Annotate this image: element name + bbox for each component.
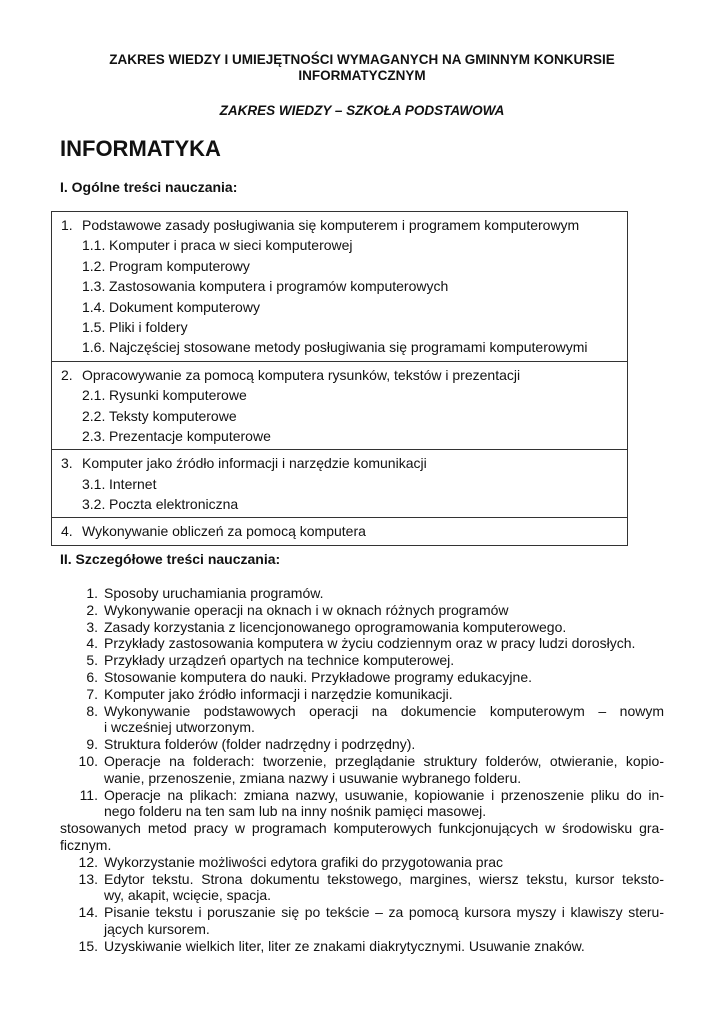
detail-list-line <box>60 803 664 820</box>
detail-list-line <box>60 837 664 854</box>
topic-number: 2. <box>61 366 73 383</box>
topic-number: 1. <box>61 217 73 233</box>
detail-list-line <box>60 770 664 787</box>
detail-item-number: 13. <box>78 870 98 887</box>
topic-row <box>52 365 627 385</box>
subtopic-text: Poczta elektroniczna <box>109 496 239 513</box>
topic-title: Podstawowe zasady posługiwania się komputerem i programem komputerowym <box>82 217 580 233</box>
detail-item-text: wanie, przenoszenie, zmiana nazwy i usuwanie wybranego folderu. <box>104 769 522 786</box>
detail-item-text: Edytor tekstu. Strona dokumentu tekstowego, margines, wiersz tekstu, kursor teksto- <box>104 870 664 887</box>
subtopic-text: Komputer i praca w sieci komputerowej <box>109 237 353 254</box>
detail-item-number: 12. <box>78 853 98 870</box>
detail-item-text: Wykorzystanie możliwości edytora grafiki do przygotowania prac <box>104 853 504 870</box>
document-title-line-1: ZAKRES WIEDZY I UMIEJĘTNOŚCI WYMAGANYCH NA GMINNYM KONKURSIE <box>109 52 615 67</box>
subtopic-text: Prezentacje komputerowe <box>109 427 271 444</box>
detail-item-text: jących kursorem. <box>104 920 210 937</box>
subtopic-number: 1.3. <box>82 278 106 295</box>
detail-item-text: Przykłady urządzeń opartych na technice komputerowej. <box>104 652 455 669</box>
detail-item-text: Operacje na folderach: tworzenie, przeglądanie struktury folderów, otwieranie, kopio- <box>104 752 664 769</box>
subtopic-row <box>52 256 627 276</box>
subtopic-number: 1.5. <box>82 318 106 335</box>
subtopic-number: 2.3. <box>82 427 106 444</box>
detail-list-line <box>60 921 664 938</box>
detail-item-text: Przykłady zastosowania komputera w życiu codziennym oraz w pracy ludzi dorosłych. <box>104 635 636 652</box>
subtopic-number: 1.1. <box>82 237 106 254</box>
subtopic-text: Rysunki komputerowe <box>109 387 247 404</box>
subtopic-text: Pliki i foldery <box>109 318 188 335</box>
subtopic-row <box>52 426 627 446</box>
detail-item-number: 10. <box>78 752 98 769</box>
subtopic-text: Teksty komputerowe <box>109 407 237 424</box>
detail-item-number: 6. <box>86 668 98 685</box>
detail-list-line <box>60 753 664 770</box>
subtopic-text: Zastosowania komputera i programów komputerowych <box>109 278 449 295</box>
detail-item-text: Pisanie tekstu i poruszanie się po tekście – za pomocą kursora myszy i klawiszy steru- <box>104 904 664 921</box>
subtopic-text: Dokument komputerowy <box>109 298 260 315</box>
topic-row <box>52 215 627 235</box>
subtopic-row <box>52 474 627 494</box>
detail-list-line <box>60 904 664 921</box>
subtopic-row <box>52 276 627 296</box>
detail-list-line <box>60 820 664 837</box>
detail-item-number: 3. <box>86 618 98 635</box>
subtopic-row <box>52 385 627 405</box>
subtopic-number: 3.2. <box>82 496 106 513</box>
detail-item-text: Stosowanie komputera do nauki. Przykładowe programy edukacyjne. <box>104 668 533 685</box>
detail-item-text: Operacje na plikach: zmiana nazwy, usuwanie, kopiowanie i przenoszenie pliku do in- <box>104 786 664 803</box>
subtopic-number: 2.2. <box>82 407 106 424</box>
topic-title: Komputer jako źródło informacji i narzędzie komunikacji <box>82 455 427 472</box>
document-title-line-2: INFORMATYCZNYM <box>298 68 426 83</box>
detail-list-line <box>60 787 664 804</box>
detail-item-number: 11. <box>79 786 98 803</box>
topic-group <box>52 449 627 517</box>
detail-list-line <box>60 854 664 871</box>
detail-list-line <box>60 703 664 720</box>
subtopic-row <box>52 297 627 317</box>
detail-item-number: 7. <box>86 685 98 702</box>
detailed-content-list <box>60 585 664 955</box>
detail-list-line <box>60 585 664 602</box>
detail-item-text: stosowanych metod pracy w programach komputerowych funkcjonujących w środowisku gra- <box>60 820 664 837</box>
detail-list-line <box>60 652 664 669</box>
detail-item-text: Uzyskiwanie wielkich liter, liter ze znakami diakrytycznymi. Usuwanie znaków. <box>104 937 585 954</box>
detail-list-line <box>60 871 664 888</box>
detail-item-number: 8. <box>86 702 98 719</box>
topic-row <box>52 521 627 541</box>
subtopic-row <box>52 406 627 426</box>
detail-item-text: Struktura folderów (folder nadrzędny i podrzędny). <box>104 736 416 753</box>
detail-list-line <box>60 619 664 636</box>
detail-item-text: nego folderu na ten sam lub na inny nośnik pamięci masowej. <box>104 803 487 820</box>
detail-item-number: 1. <box>86 585 98 601</box>
detail-list-line <box>60 719 664 736</box>
topic-title: Wykonywanie obliczeń za pomocą komputera <box>82 523 366 540</box>
subtopic-row <box>52 494 627 514</box>
document-title <box>60 52 664 84</box>
detail-list-line <box>60 736 664 753</box>
subtopic-number: 2.1. <box>82 387 106 404</box>
detail-list-line <box>60 669 664 686</box>
detail-list-line <box>60 602 664 619</box>
detail-item-text: ficznym. <box>60 836 112 853</box>
detail-list-line <box>60 635 664 652</box>
subtopic-number: 3.1. <box>82 475 106 492</box>
detail-item-number: 5. <box>86 652 98 669</box>
detail-item-text: Komputer jako źródło informacji i narzędzie komunikacji. <box>104 685 453 702</box>
general-content-heading: I. Ogólne treści nauczania: <box>60 179 238 195</box>
subtopic-number: 1.2. <box>82 257 106 274</box>
topic-number: 3. <box>61 455 73 472</box>
detail-list-line <box>60 887 664 904</box>
subtopic-text: Najczęściej stosowane metody posługiwania się programami komputerowymi <box>109 339 588 356</box>
topic-group <box>52 212 627 361</box>
topic-number: 4. <box>61 523 73 540</box>
general-topics-table <box>51 211 628 546</box>
detail-item-number: 14. <box>78 904 98 921</box>
document-subtitle: ZAKRES WIEDZY – SZKOŁA PODSTAWOWA <box>219 103 505 118</box>
topic-row <box>52 453 627 473</box>
detail-item-number: 2. <box>86 601 98 618</box>
topic-group <box>52 517 627 544</box>
detail-list-line <box>60 686 664 703</box>
detail-item-text: Wykonywanie podstawowych operacji na dokumencie komputerowym – nowym <box>104 702 664 719</box>
detail-item-text: Sposoby uruchamiania programów. <box>104 585 324 601</box>
subtopic-number: 1.6. <box>82 339 106 356</box>
detail-item-number: 9. <box>86 736 98 753</box>
detail-item-number: 15. <box>78 937 98 954</box>
subtopic-text: Program komputerowy <box>109 257 250 274</box>
topic-title: Opracowywanie za pomocą komputera rysunków, tekstów i prezentacji <box>82 366 521 383</box>
detail-item-text: Zasady korzystania z licencjonowanego oprogramowania komputerowego. <box>104 618 567 635</box>
detail-item-text: Wykonywanie operacji na oknach i w oknach różnych programów <box>104 601 509 618</box>
subtopic-number: 1.4. <box>82 298 106 315</box>
detail-item-number: 4. <box>86 635 98 652</box>
subject-heading: INFORMATYKA <box>60 136 221 161</box>
detailed-content-heading: II. Szczegółowe treści nauczania: <box>60 551 281 567</box>
detail-list-line <box>60 938 664 955</box>
subtopic-row <box>52 317 627 337</box>
subtopic-row <box>52 235 627 255</box>
detail-item-text: i wcześniej utworzonym. <box>104 719 255 736</box>
detail-item-text: wy, akapit, wcięcie, spacja. <box>104 887 272 904</box>
topic-group <box>52 361 627 450</box>
subtopic-text: Internet <box>109 475 157 492</box>
subtopic-row <box>52 337 627 357</box>
